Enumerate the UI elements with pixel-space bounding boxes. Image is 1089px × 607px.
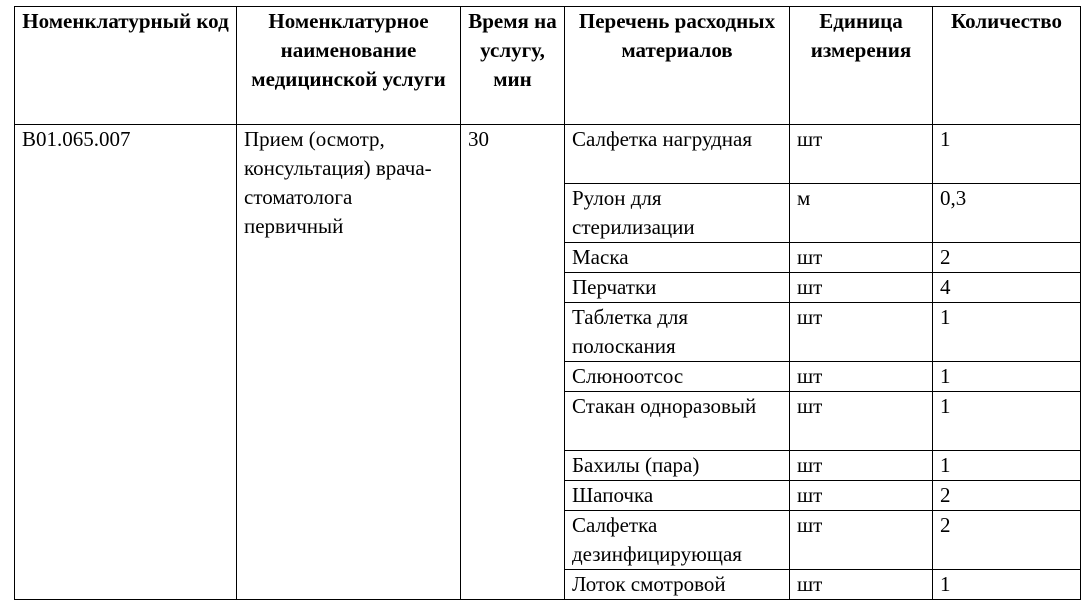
material-unit: шт [790,243,933,273]
material-unit: шт [790,303,933,362]
material-unit: шт [790,392,933,451]
material-qty: 4 [933,273,1081,303]
service-name-cell: Прием (осмотр, консультация) врача-стоматолога первичный [237,125,461,600]
header-code: Номенклатурный код [15,7,237,125]
material-name: Перчатки [565,273,790,303]
material-name: Салфетка нагрудная [565,125,790,184]
material-qty: 1 [933,392,1081,451]
material-qty: 0,3 [933,184,1081,243]
material-name: Лоток смотровой [565,570,790,600]
material-qty: 2 [933,243,1081,273]
consumables-table [14,6,1081,600]
material-qty: 1 [933,570,1081,600]
material-qty: 2 [933,511,1081,570]
material-qty: 1 [933,303,1081,362]
material-name: Шапочка [565,481,790,511]
material-name: Слюноотсос [565,362,790,392]
material-unit: шт [790,570,933,600]
material-name: Стакан одноразовый [565,392,790,451]
material-name: Салфетка дезинфицирующая [565,511,790,570]
service-code-cell: B01.065.007 [15,125,237,600]
material-unit: шт [790,125,933,184]
material-name: Рулон для стерилизации [565,184,790,243]
header-time: Время на услугу, мин [461,7,565,125]
material-qty: 1 [933,125,1081,184]
header-quantity: Количество [933,7,1081,125]
material-qty: 1 [933,451,1081,481]
header-service-name: Номенклатурное наименование медицинской услуги [237,7,461,125]
material-qty: 1 [933,362,1081,392]
table-row [15,125,1081,184]
header-materials: Перечень расходных материалов [565,7,790,125]
material-name: Маска [565,243,790,273]
material-unit: шт [790,481,933,511]
material-unit: шт [790,451,933,481]
service-time-cell: 30 [461,125,565,600]
material-unit: шт [790,273,933,303]
header-unit: Единица измерения [790,7,933,125]
material-unit: шт [790,362,933,392]
material-name: Бахилы (пара) [565,451,790,481]
material-name: Таблетка для полоскания [565,303,790,362]
table-header-row [15,7,1081,125]
material-unit: м [790,184,933,243]
material-unit: шт [790,511,933,570]
material-qty: 2 [933,481,1081,511]
